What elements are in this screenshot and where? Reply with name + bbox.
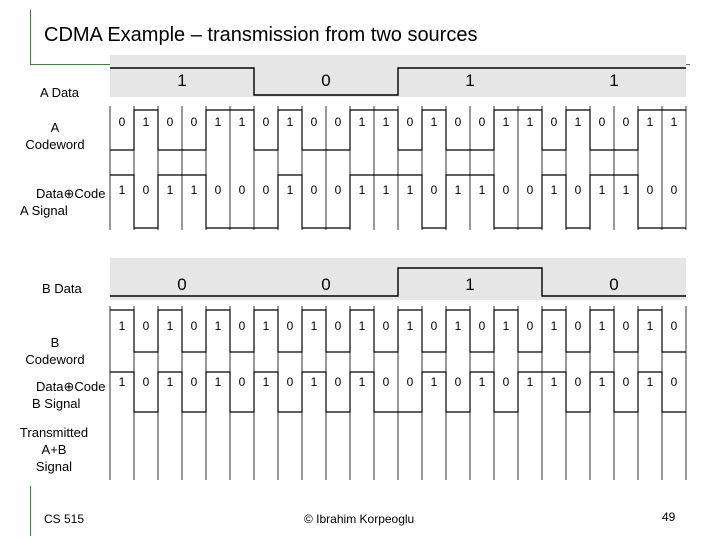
- a-signal-bit-label: 0: [502, 183, 510, 197]
- b-signal-bit-label: 1: [646, 375, 654, 389]
- b-signal-bit-label: 0: [382, 375, 390, 389]
- a-data-bit-label: 1: [609, 71, 619, 90]
- a-signal-bit-label: 0: [310, 183, 318, 197]
- a-signal-bit-label: 0: [646, 183, 654, 197]
- b-codeword-bit-label: 0: [574, 319, 582, 333]
- b-signal-label: B Signal: [32, 396, 81, 411]
- a-codeword-bit-label: 1: [214, 115, 222, 129]
- a-codeword-bit-label: 0: [622, 115, 630, 129]
- a-codeword-bit-label: 0: [118, 115, 126, 129]
- a-signal-bit-label: 1: [190, 183, 198, 197]
- a-codeword-bit-label: 1: [142, 115, 150, 129]
- b-signal-bit-label: 0: [190, 375, 198, 389]
- a-codeword-bit-label: 0: [310, 115, 318, 129]
- b-signal-bit-label: 1: [214, 375, 222, 389]
- b-signal-bit-label: 0: [502, 375, 510, 389]
- a-codeword-bit-label: 0: [454, 115, 462, 129]
- b-codeword-bit-label: 1: [598, 319, 606, 333]
- b-signal-bit-label: 0: [406, 375, 414, 389]
- b-codeword-bit-label: 0: [190, 319, 198, 333]
- a-data-bit-label: 1: [465, 71, 475, 90]
- a-codeword-bit-label: 1: [574, 115, 582, 129]
- a-signal-bit-label: 0: [214, 183, 222, 197]
- a-signal-bit-label: 0: [526, 183, 534, 197]
- b-codeword-bit-label: 0: [622, 319, 630, 333]
- b-codeword-bit-label: 1: [502, 319, 510, 333]
- a-signal-bit-label: 0: [430, 183, 438, 197]
- b-codeword-bit-label: 1: [214, 319, 222, 333]
- a-signal-bit-label: 0: [670, 183, 678, 197]
- a-signal-bit-label: 0: [142, 183, 150, 197]
- b-signal-bit-label: 1: [118, 375, 126, 389]
- page-number: 49: [662, 510, 676, 524]
- a-codeword-bit-label: 0: [190, 115, 198, 129]
- b-data-bit-label: 1: [465, 275, 475, 294]
- a-codeword-bit-label: 1: [382, 115, 390, 129]
- b-codeword-bit-label: 1: [406, 319, 414, 333]
- b-signal-bit-label: 0: [454, 375, 462, 389]
- b-signal-bit-label: 0: [238, 375, 246, 389]
- b-data-bit-label: 0: [177, 275, 187, 294]
- b-codeword-bit-label: 1: [358, 319, 366, 333]
- a-signal-bit-label: 0: [262, 183, 270, 197]
- a-data-bit-label: 0: [321, 71, 331, 90]
- a-signal-bit-label: 0: [574, 183, 582, 197]
- b-codeword-bit-label: 0: [334, 319, 342, 333]
- a-signal-bit-label: 1: [166, 183, 174, 197]
- b-signal-bit-label: 1: [310, 375, 318, 389]
- b-codeword-bit-label: 1: [646, 319, 654, 333]
- b-codeword-bit-label: 0: [286, 319, 294, 333]
- a-signal-bit-label: 1: [382, 183, 390, 197]
- b-codeword-bit-label: 1: [118, 319, 126, 333]
- b-signal-bit-label: 1: [430, 375, 438, 389]
- a-codeword-bit-label: 1: [526, 115, 534, 129]
- a-signal-bit-label: 1: [622, 183, 630, 197]
- a-codeword-bit-label: 0: [406, 115, 414, 129]
- a-codeword-bit-label: 1: [238, 115, 246, 129]
- a-codeword-bit-label: 0: [262, 115, 270, 129]
- a-codeword-bit-label: 0: [550, 115, 558, 129]
- copyright-label: © Ibrahim Korpeoglu: [304, 512, 415, 526]
- course-label: CS 515: [44, 512, 85, 526]
- a-signal-bit-label: 1: [358, 183, 366, 197]
- b-signal-bit-label: 1: [550, 375, 558, 389]
- b-signal-bit-label: 1: [358, 375, 366, 389]
- b-signal-bit-label: 0: [622, 375, 630, 389]
- b-codeword-bit-label: 1: [454, 319, 462, 333]
- a-codeword-bit-label: 1: [502, 115, 510, 129]
- a-codeword-bit-label: 0: [334, 115, 342, 129]
- a-codeword-bit-label: 0: [166, 115, 174, 129]
- a-codeword-bit-label: 1: [286, 115, 294, 129]
- b-codeword-bit-label: 0: [142, 319, 150, 333]
- b-codeword-label: B Codeword: [25, 335, 85, 367]
- a-signal-bit-label: 1: [550, 183, 558, 197]
- a-signal-bit-label: 1: [406, 183, 414, 197]
- a-codeword-bit-label: 0: [478, 115, 486, 129]
- b-codeword-bit-label: 1: [262, 319, 270, 333]
- a-signal-bit-label: 1: [478, 183, 486, 197]
- b-codeword-bit-label: 1: [310, 319, 318, 333]
- b-signal-bit-label: 1: [262, 375, 270, 389]
- b-signal-bit-label: 0: [574, 375, 582, 389]
- b-signal-formula: Data⊕Code: [36, 379, 106, 394]
- b-codeword-bit-label: 0: [238, 319, 246, 333]
- transmitted-signal-label: Transmitted A+B Signal: [19, 425, 89, 474]
- b-signal-bit-label: 0: [670, 375, 678, 389]
- b-data-bit-label: 0: [609, 275, 619, 294]
- b-signal-bit-label: 0: [334, 375, 342, 389]
- b-codeword-bit-label: 0: [478, 319, 486, 333]
- a-codeword-bit-label: 1: [358, 115, 366, 129]
- a-signal-bit-label: 0: [238, 183, 246, 197]
- a-data-label: A Data: [40, 85, 80, 100]
- b-signal-bit-label: 1: [526, 375, 534, 389]
- a-signal-bit-label: 1: [454, 183, 462, 197]
- b-signal-bit-label: 1: [598, 375, 606, 389]
- b-codeword-bit-label: 0: [382, 319, 390, 333]
- b-codeword-bit-label: 0: [670, 319, 678, 333]
- b-codeword-bit-label: 0: [526, 319, 534, 333]
- a-signal-label: A Signal: [20, 203, 68, 218]
- b-signal-bit-label: 0: [142, 375, 150, 389]
- a-codeword-bit-label: 1: [670, 115, 678, 129]
- b-codeword-bit-label: 1: [166, 319, 174, 333]
- b-codeword-bit-label: 1: [550, 319, 558, 333]
- b-codeword-bit-label: 0: [430, 319, 438, 333]
- a-codeword-bit-label: 0: [598, 115, 606, 129]
- b-data-label: B Data: [42, 281, 82, 296]
- b-signal-bit-label: 1: [166, 375, 174, 389]
- a-data-bit-label: 1: [177, 71, 187, 90]
- a-signal-bit-label: 1: [286, 183, 294, 197]
- a-signal-formula: Data⊕Code: [36, 186, 106, 201]
- b-data-bit-label: 0: [321, 275, 331, 294]
- a-signal-bit-label: 1: [118, 183, 126, 197]
- a-codeword-bit-label: 1: [430, 115, 438, 129]
- b-signal-bit-label: 0: [286, 375, 294, 389]
- a-codeword-label: A Codeword: [25, 120, 85, 152]
- a-signal-bit-label: 1: [598, 183, 606, 197]
- b-signal-bit-label: 1: [478, 375, 486, 389]
- slide-title: CDMA Example – transmission from two sources: [44, 24, 478, 46]
- a-codeword-bit-label: 1: [646, 115, 654, 129]
- a-signal-bit-label: 0: [334, 183, 342, 197]
